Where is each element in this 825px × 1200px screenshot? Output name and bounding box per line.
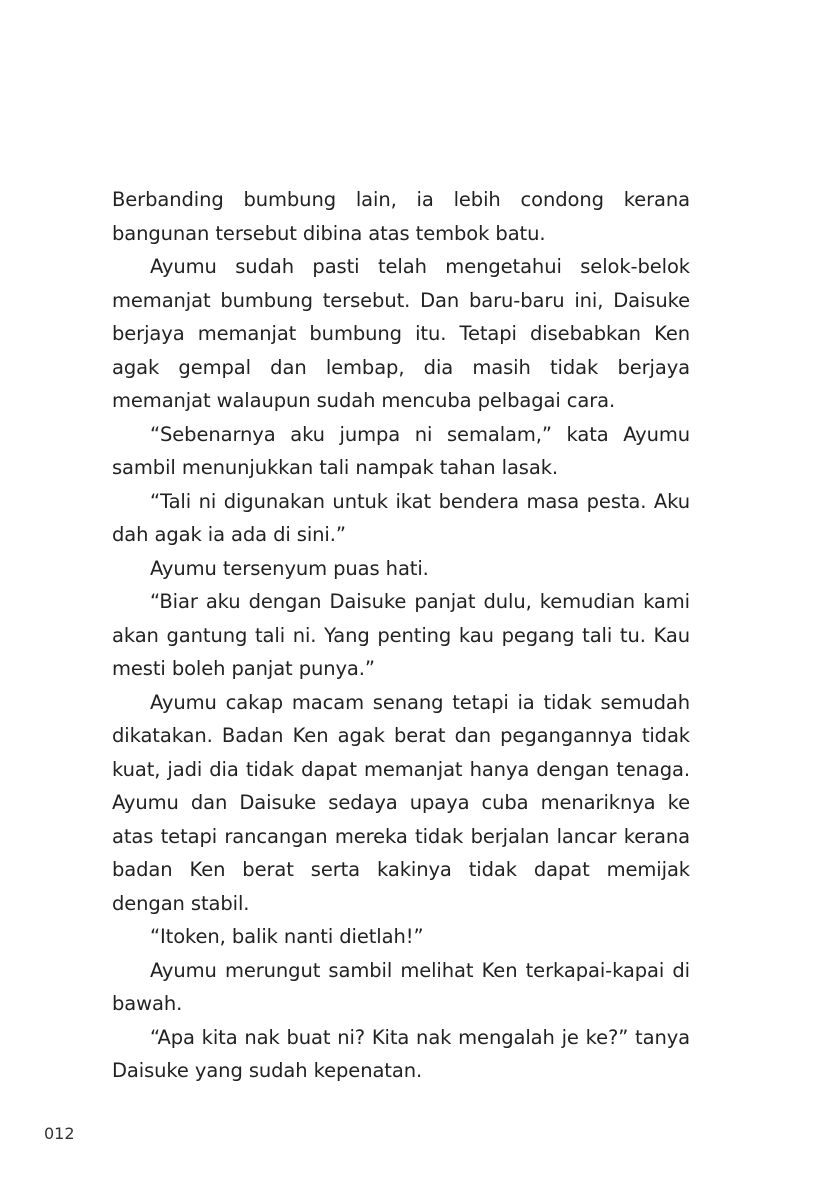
paragraph: “Tali ni digunakan untuk ikat bendera masa pesta. Aku dah agak ia ada di sini.”	[112, 489, 690, 546]
page-number: 012	[44, 1124, 75, 1143]
paragraph: Ayumu cakap macam senang tetapi ia tidak semudah dikatakan. Badan Ken agak berat dan pegangannya tidak kuat, jadi dia tidak dapat memanjat hanya dengan tenaga. Ayumu dan Daisuke sedaya upaya cuba menariknya ke atas tetapi rancangan mereka tidak berjalan lancar kerana badan Ken berat serta kakinya tidak dapat memijak dengan stabil.	[112, 690, 690, 915]
body-text	[112, 183, 690, 1088]
paragraph: “Apa kita nak buat ni? Kita nak mengalah je ke?” tanya Daisuke yang sudah kepenatan.	[112, 1025, 690, 1082]
paragraph: “Biar aku dengan Daisuke panjat dulu, kemudian kami akan gantung tali ni. Yang penting kau pegang tali tu. Kau mesti boleh panjat punya.”	[112, 590, 690, 680]
paragraph: Ayumu merungut sambil melihat Ken terkapai-kapai di bawah.	[112, 958, 690, 1015]
paragraph: “Sebenarnya aku jumpa ni semalam,” kata Ayumu sambil menunjukkan tali nampak tahan lasak.	[112, 422, 690, 479]
paragraph: Berbanding bumbung lain, ia lebih condong kerana bangunan tersebut dibina atas tembok batu.	[112, 188, 690, 245]
paragraph: Ayumu sudah pasti telah mengetahui selok-belok memanjat bumbung tersebut. Dan baru-baru ini, Daisuke berjaya memanjat bumbung itu. Tetapi disebabkan Ken agak gempal dan lembap, dia masih tidak berjaya memanjat walaupun sudah mencuba pelbagai cara.	[112, 255, 690, 412]
paragraph: “Itoken, balik nanti dietlah!”	[150, 925, 424, 948]
paragraph: Ayumu tersenyum puas hati.	[150, 556, 429, 580]
